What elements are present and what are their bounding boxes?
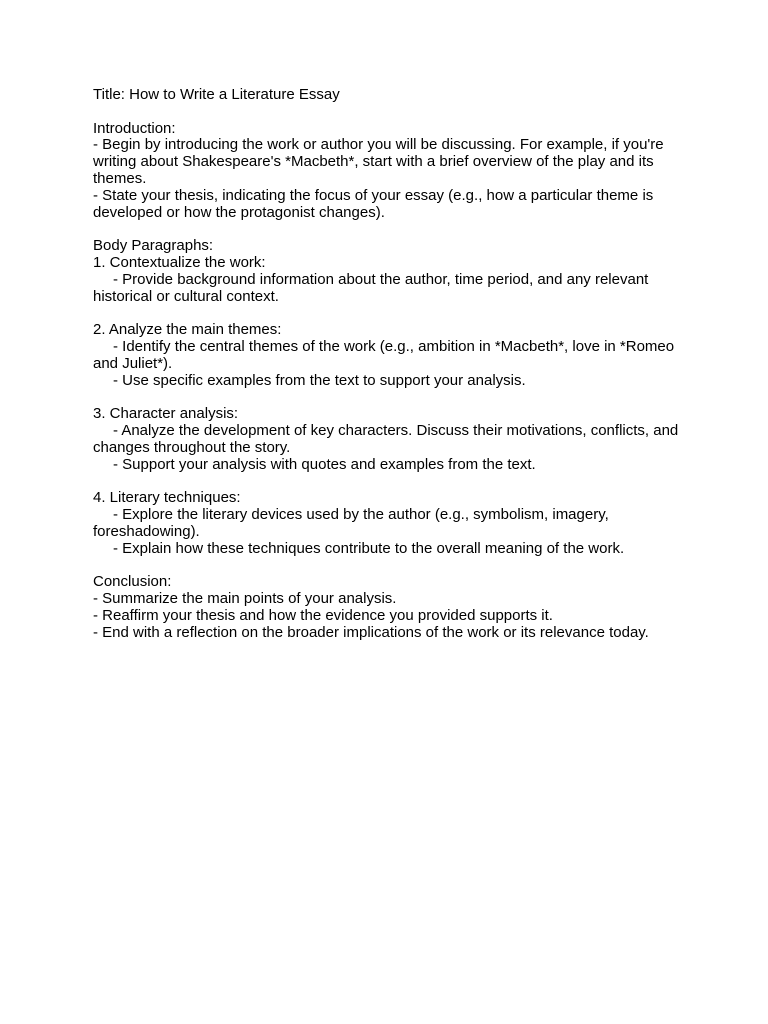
section-3-bullet-1-text: - Analyze the development of key characters. Discuss their motivations, conflicts, and changes throughout the story. [93,421,683,456]
introduction-heading: Introduction: [93,119,176,137]
section-3-bullet-1 [93,423,683,457]
document-body [93,87,683,641]
section-4-heading: 4. Literary techniques: [93,489,241,507]
section-4-bullet-2 [93,541,683,558]
blank-line [93,557,683,574]
blank-line [93,305,683,322]
section-3-bullet-2 [93,457,683,474]
body-heading: Body Paragraphs: [93,237,214,255]
conclusion-point-1: - Summarize the main points of your analysis. [93,589,397,607]
blank-line [93,104,683,121]
conclusion-point-3: - End with a reflection on the broader implications of the work or its relevance today. [93,623,649,641]
blank-line [93,389,683,406]
section-3-heading: 3. Character analysis: [93,405,239,423]
conclusion-heading: Conclusion: [93,573,172,591]
section-2-bullet-2 [93,373,683,390]
introduction-point-2: - State your thesis, indicating the focus of your essay (e.g., how a particular theme is developed or how the protagonist changes). [93,186,658,221]
section-3-bullet-2-text: - Support your analysis with quotes and examples from the text. [113,455,536,473]
blank-line [93,221,683,238]
blank-line [93,473,683,490]
section-2-heading: 2. Analyze the main themes: [93,321,282,339]
section-4-bullet-2-text: - Explain how these techniques contribute to the overall meaning of the work. [113,539,625,557]
document-title: Title: How to Write a Literature Essay [93,86,340,103]
introduction-point-1: - Begin by introducing the work or author you will be discussing. For example, if you're writing about Shakespeare's *Macbeth*, start with a brief overview of the play and its themes. [93,136,668,187]
section-1-heading: 1. Contextualize the work: [93,253,266,271]
section-4-bullet-1 [93,507,683,541]
section-1-bullet-1-text: - Provide background information about the author, time period, and any relevant historical or cultural context. [93,270,653,305]
section-2-bullet-1 [93,339,683,373]
section-2-bullet-1-text: - Identify the central themes of the work (e.g., ambition in *Macbeth*, love in *Romeo and Juliet*). [93,337,679,372]
section-4-bullet-1-text: - Explore the literary devices used by the author (e.g., symbolism, imagery, foreshadowing). [93,505,613,540]
section-2-bullet-2-text: - Use specific examples from the text to support your analysis. [113,371,526,389]
section-1-bullet-1 [93,272,683,306]
conclusion-point-2: - Reaffirm your thesis and how the evidence you provided supports it. [93,606,553,624]
